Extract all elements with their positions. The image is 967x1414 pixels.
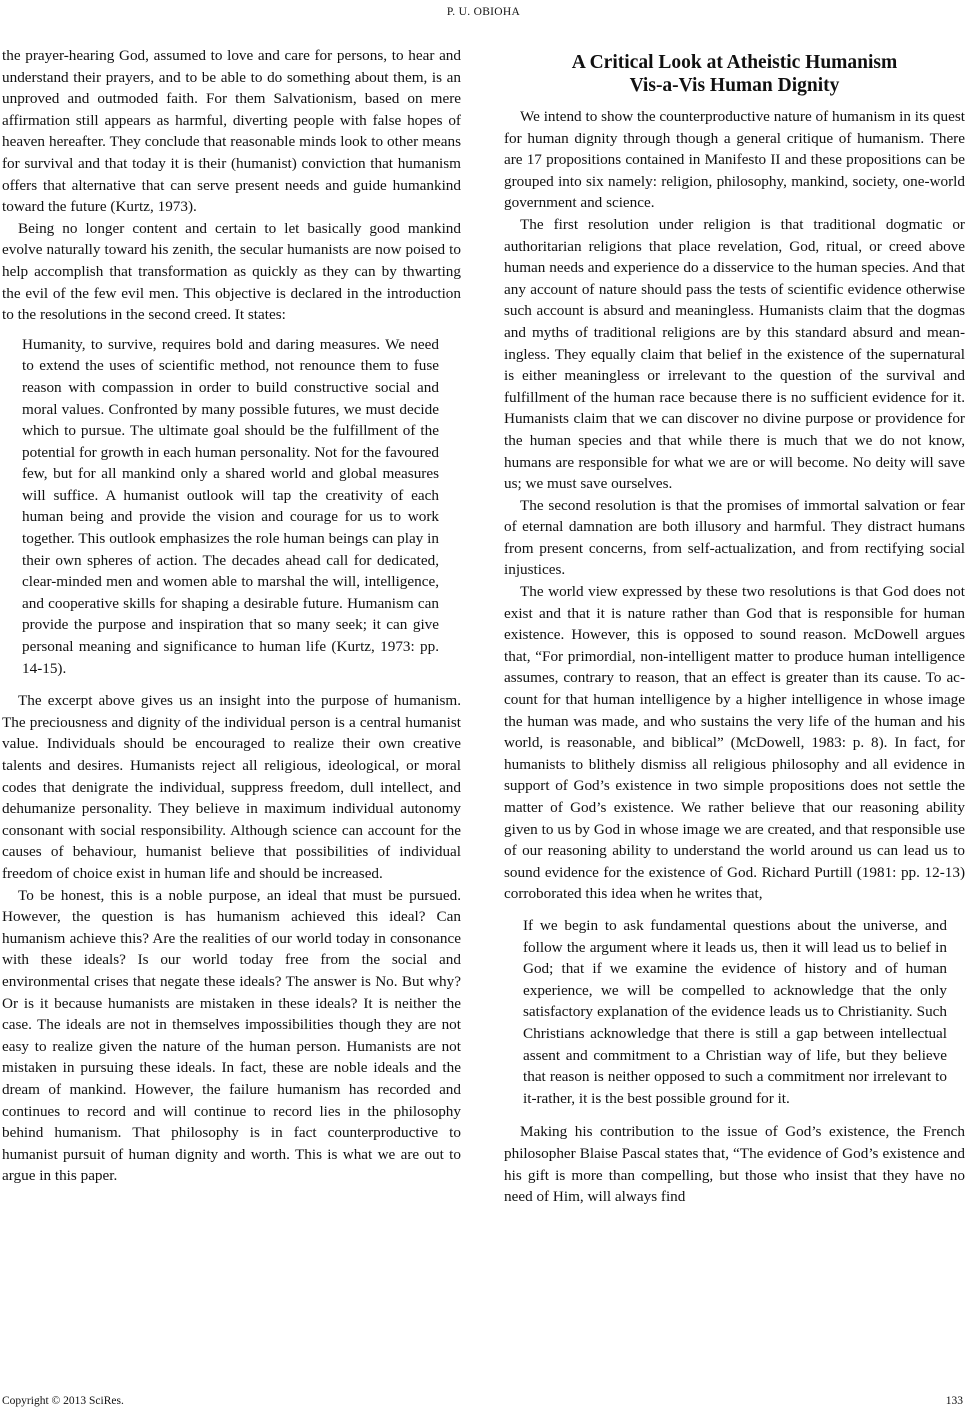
paragraph: The world view expressed by these two resolutions is that God does not exist and that it is nature rather than God that is responsible for human existence. However, this is opposed to sound reason. McDowell argues that, “For primordial, non-intelligent matter to produce human intelligence assumes, contrary to reason, that an effect is greater than its cause. To account for that human intelligence by a higher intelligence in whose image the human was made, and who sustains the very life of the human and his world, is reasonable, and biblical” (McDowell, 1983: p. 8). In fact, for humanists to blithely dismiss all religious philosophy and all evidence in support of God’s existence in two simple propositions does not settle the matter of God’s existence. We rather believe that our reasoning ability given to us by God in whose image we are created, and that responsible use of our reasoning ability to understand the world around us can lead us to sound evidence for the existence of God. Richard Purtill (1981: pp. 12-13) corroborated this idea when he writes that,	[504, 583, 965, 903]
footer-copyright: Copyright © 2013 SciRes.	[2, 1395, 124, 1407]
block-quote	[22, 334, 439, 680]
paragraph: Being no longer content and certain to let basically good mankind evolve naturally toward his zenith, the secular humanists are now poised to help accomplish that transformation as quickly as they can by thwarting the evil of the few evil men. This objective is declared in the introduction to the resolutions in the second creed. It states:	[2, 219, 461, 324]
page-number: 133	[945, 1395, 963, 1407]
section-title-line2: Vis-a-Vis Human Dignity	[629, 74, 840, 96]
paragraph: The second resolution is that the promises of immortal salvation or fear of eternal damnation are both illusory and harmful. They distract humans from present concerns, from self-actualization, and from rectifying social injustices.	[504, 496, 965, 579]
paragraph: We intend to show the counterproductive nature of humanism in its quest for human dignity through though a general critique of humanism. There are 17 propositions contained in Manifesto II and these propositions can be grouped into six namely: religion, philosophy, mankind, society, one-world government and science.	[504, 108, 965, 212]
quote-text: Humanity, to survive, requires bold and daring measures. We need to extend the uses of scientific method, not renounce them to fuse reason with compassion in order to build constructive social and moral values. Confronted by many possible futures, we must decide which to pursue. The ultimate goal should be the fulfillment of the potential for growth in each human personality. Not for the favoured few, but for all mankind only a shared world and global measures will suffice. A humanist outlook will tap the creativity of each human being and provide the vision and courage for us to work together. This outlook emphasizes the role human beings can play in their own spheres of action. The decades ahead call for dedicated, clear-minded men and women able to marshal the will, intelligence, and cooperative skills for shaping a desirable future. Humanism can provide the purpose and inspiration that so many seek; it can give personal meaning and significance to human life (Kurtz, 1973: pp. 14-15).	[22, 335, 439, 677]
block-quote	[523, 915, 947, 1109]
left-column	[2, 45, 461, 1187]
paragraph: To be honest, this is a noble purpose, an ideal that must be pursued. However, the question is has humanism achieved this ideal? Can humanism achieve this? Are the realities of our world today in consonance with these ideals? Is our world today free from the social and environmental crises that negate these ideals? The answer is No. But why? Or is it because humanists are mistaken in these ideals? It is neither the case. The ideals are not in themselves impossibilities though they are not easy to realize given the nature of the human person. Humanists are not mistaken in pursuing these ideals. In fact, these are noble ideals and the dream of mankind. However, the failure humanism has recorded and continues to record and will continue to record lies in the philosophy behind humanism. That philosophy is in fact counterproductive to humanist pursuit of human dignity and worth. This is what we are out to argue in this paper.	[2, 886, 461, 1185]
paragraph: The first resolution under religion is that traditional dogmatic or authoritarian religions that place revelation, God, ritual, or creed above human needs and experience do a disservice to the human species. And that any account of nature should pass the tests of scientific evidence otherwise such account is absurd and meaningless. Humanists claim that the dogmas and myths of traditional religions are by this standard absurd and meaningless. They equally claim that belief in the existence of the supernatural is either meaningless or irrelevant to the question of the survival and fulfillment of the human race because there is no sufficient evidence for it. Humanists claim that we can discover no divine purpose or providence for the human species and that while there is much that we do not know, humans are responsible for what we are or will become. No deity will save us; we must save ourselves.	[504, 215, 965, 493]
section-title-line1: A Critical Look at Atheistic Humanism	[571, 52, 898, 73]
right-column	[504, 45, 965, 1208]
quote-text: If we begin to ask fundamental questions about the universe, and follow the argument where it leads us, then it will lead us to belief in God; that if we examine the evidence of history and of human experience, we will be compelled to acknowledge that the only satisfactory explanation of the evidence leads us to Christianity. Such Christians acknowledge that there is still a gap between intellectual assent and commitment to a Christian way of life, but they believe that reason is neither opposed to such a commitment nor irrelevant to it-rather, it is the best possible ground for it.	[523, 916, 947, 1107]
paragraph: the prayer-hearing God, assumed to love and care for persons, to hear and understand their prayers, and to be able to do something about them, is an unproved and outmoded faith. For them Salvationism, based on mere affirmation still appears as harmful, diverting people with false hopes of heaven hereafter. They conclude that reasonable minds look to other means for survival and that today it is their (humanist) conviction that humanism offers that alternative that can serve present needs and guide humankind toward the future (Kurtz, 1973).	[2, 47, 461, 216]
section-title	[504, 52, 965, 97]
running-head: P. U. OBIOHA	[446, 6, 521, 18]
paragraph: The excerpt above gives us an insight into the purpose of humanism. The preciousness and dignity of the individual person is a central humanist value. Individuals should be encouraged to realize their own creative talents and desires. Humanists reject all religious, ideological, or moral codes that denigrate the individual, suppress freedom, dull intellect, and dehumanize personality. They believe in maximum individual autonomy consonant with social responsibility. Although science can account for the causes of behaviour, humanist believe that possibilities of individual freedom of choice exist in human life and should be increased.	[2, 692, 461, 882]
paragraph: Making his contribution to the issue of God’s existence, the French philosopher Blaise Pascal states that, “The evidence of God’s existence and his gift is more than compelling, but those who insist that they have no need of Him, will always find	[504, 1123, 965, 1206]
